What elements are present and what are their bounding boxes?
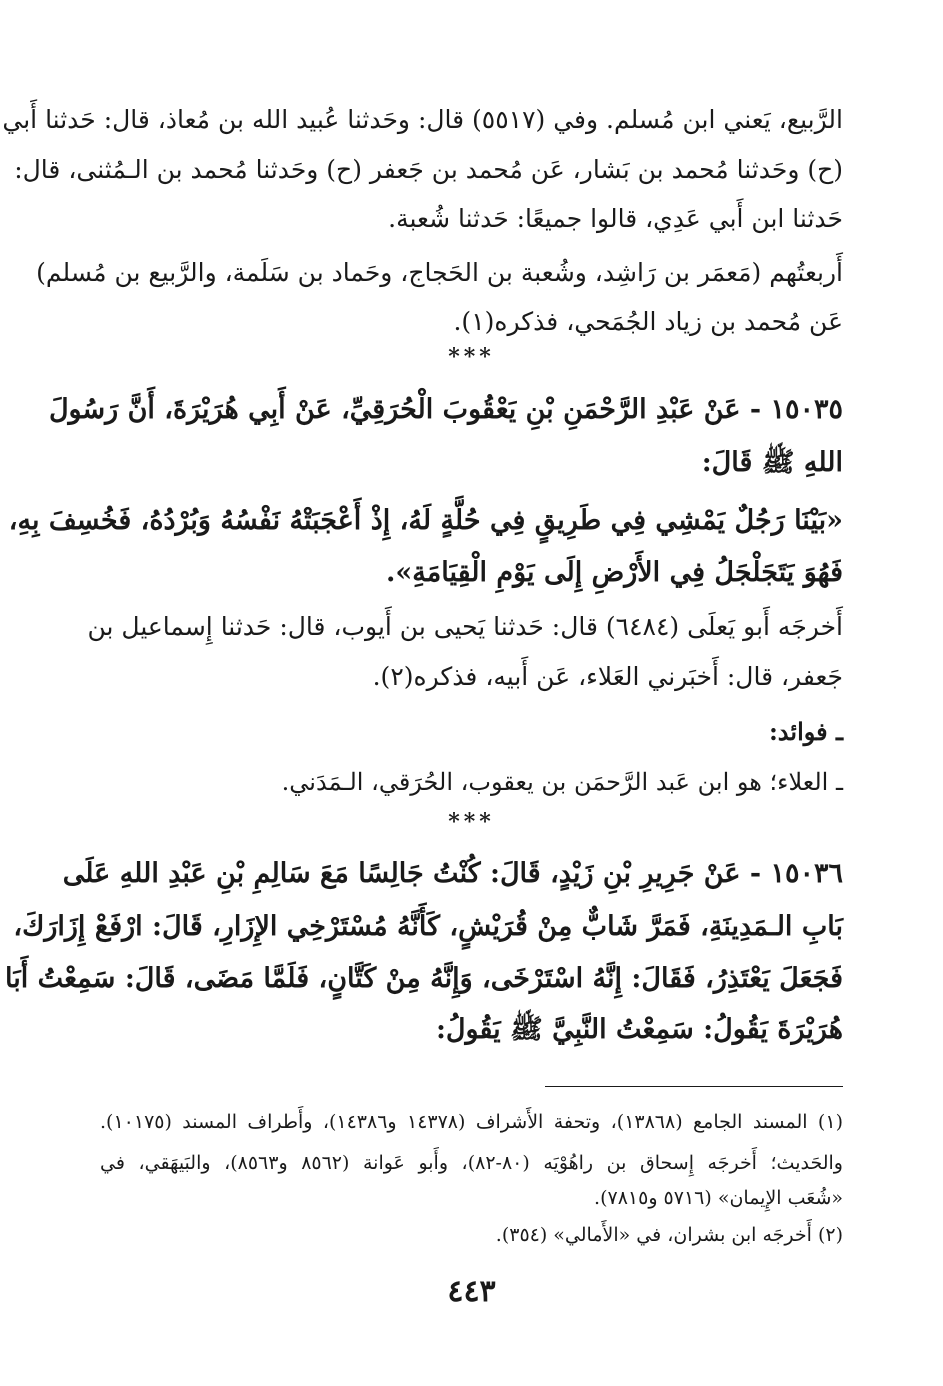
text-line: أَخرجَه أَبو يَعلَى (٦٤٨٤) قال: حَدثنا يَحيى بن أَيوب، قال: حَدثنا إِسماعيل بن [87,612,843,641]
benefits-heading: ـ فوائد: [768,717,843,746]
hadith-text-line: ١٥٠٣٥ - عَنْ عَبْدِ الرَّحْمَنِ بْنِ يَعْقُوبَ الْحُرَقِيِّ، عَنْ أَبِي هُرَيْرَةَ، أَنَّ رَسُولَ [48,394,843,425]
section-separator: *** [448,344,495,370]
footnote-line: «شُعَب الإِيمان» (٥٧١٦ و٧٨١٥). [594,1187,843,1209]
footnote-divider [545,1086,843,1087]
hadith-text-line: هُرَيْرَةَ يَقُولُ: سَمِعْتُ النَّبِيَّ ﷺ يَقُولُ: [435,1014,843,1045]
footnote-line: (١) المسند الجامع (١٣٨٦٨)، وتحفة الأَشراف (١٤٣٧٨ و١٤٣٨٦)، وأَطراف المسند (١٠١٧٥). [100,1111,843,1133]
hadith-text-line: بَابِ الـمَدِينَةِ، فَمَرَّ شَابٌّ مِنْ قُرَيْشٍ، كَأَنَّهُ مُسْتَرْخِي الإِزَارِ، قَالَ: ارْفَعْ إِزَارَكَ، [13,911,843,942]
hadith-text-line: اللهِ ﷺ قَالَ: [701,447,843,478]
footnote-line: (٢) أَخرجَه ابن بشران، في «الأَمالي» (٣٥٤). [495,1224,843,1246]
section-separator: *** [448,809,495,835]
hadith-text-line: «بَيْنَا رَجُلٌ يَمْشِي فِي طَرِيقٍ فِي حُلَّةٍ لَهُ، إِذْ أَعْجَبَتْهُ نَفْسُهُ وَبُرْدُهُ، فَخُسِفَ بِهِ، [8,505,843,536]
page-number: ٤٤٣ [447,1274,496,1309]
footnote-line: والحَديث؛ أَخرجَه إِسحاق بن راهُوْيَه (٨٠-٨٢)، وأَبو عَوانة (٨٥٦٢ و٨٥٦٣)، والبَيهَقي، في [100,1152,843,1174]
text-line: أَربعتُهم (مَعمَر بن رَاشِد، وشُعبة بن الحَجاج، وحَماد بن سَلَمة، والرَّبيع بن مُسلم) [36,258,843,287]
hadith-text-line: ١٥٠٣٦ - عَنْ جَرِيرِ بْنِ زَيْدٍ، قَالَ: كُنْتُ جَالِسًا مَعَ سَالِمِ بْنِ عَبْدِ اللهِ عَلَى [62,858,843,889]
benefits-note: ـ العلاء؛ هو ابن عَبد الرَّحمَن بن يعقوب، الحُرَقي، الـمَدَني. [281,768,843,796]
text-line: حَدثنا ابن أَبي عَدِي، قالوا جميعًا: حَدثنا شُعبة. [388,204,843,233]
text-line: عَن مُحمد بن زياد الجُمَحي، فذكره(١). [453,307,843,336]
hadith-text-line: فَجَعَلَ يَعْتَذِرُ، فَقَالَ: إِنَّهُ اسْتَرْخَى، وَإِنَّهُ مِنْ كَتَّانٍ، فَلَمَّا مَضَى، قَالَ: سَمِعْتُ أَبَا [5,963,843,994]
text-line: جَعفر، قال: أَخبَرني العَلاء، عَن أَبيه، فذكره(٢). [372,662,843,691]
text-line: الرَّبيع، يَعني ابن مُسلم. وفي (٥٥١٧) قال: وحَدثنا عُبيد الله بن مُعاذ، قال: حَدثنا أَبي [2,105,843,134]
text-line: (ح) وحَدثنا مُحمد بن بَشار، عَن مُحمد بن جَعفر (ح) وحَدثنا مُحمد بن الـمُثنى، قال: [14,155,843,184]
hadith-text-line: فَهُوَ يَتَجَلْجَلُ فِي الأَرْضِ إِلَى يَوْمِ الْقِيَامَةِ». [386,557,843,588]
